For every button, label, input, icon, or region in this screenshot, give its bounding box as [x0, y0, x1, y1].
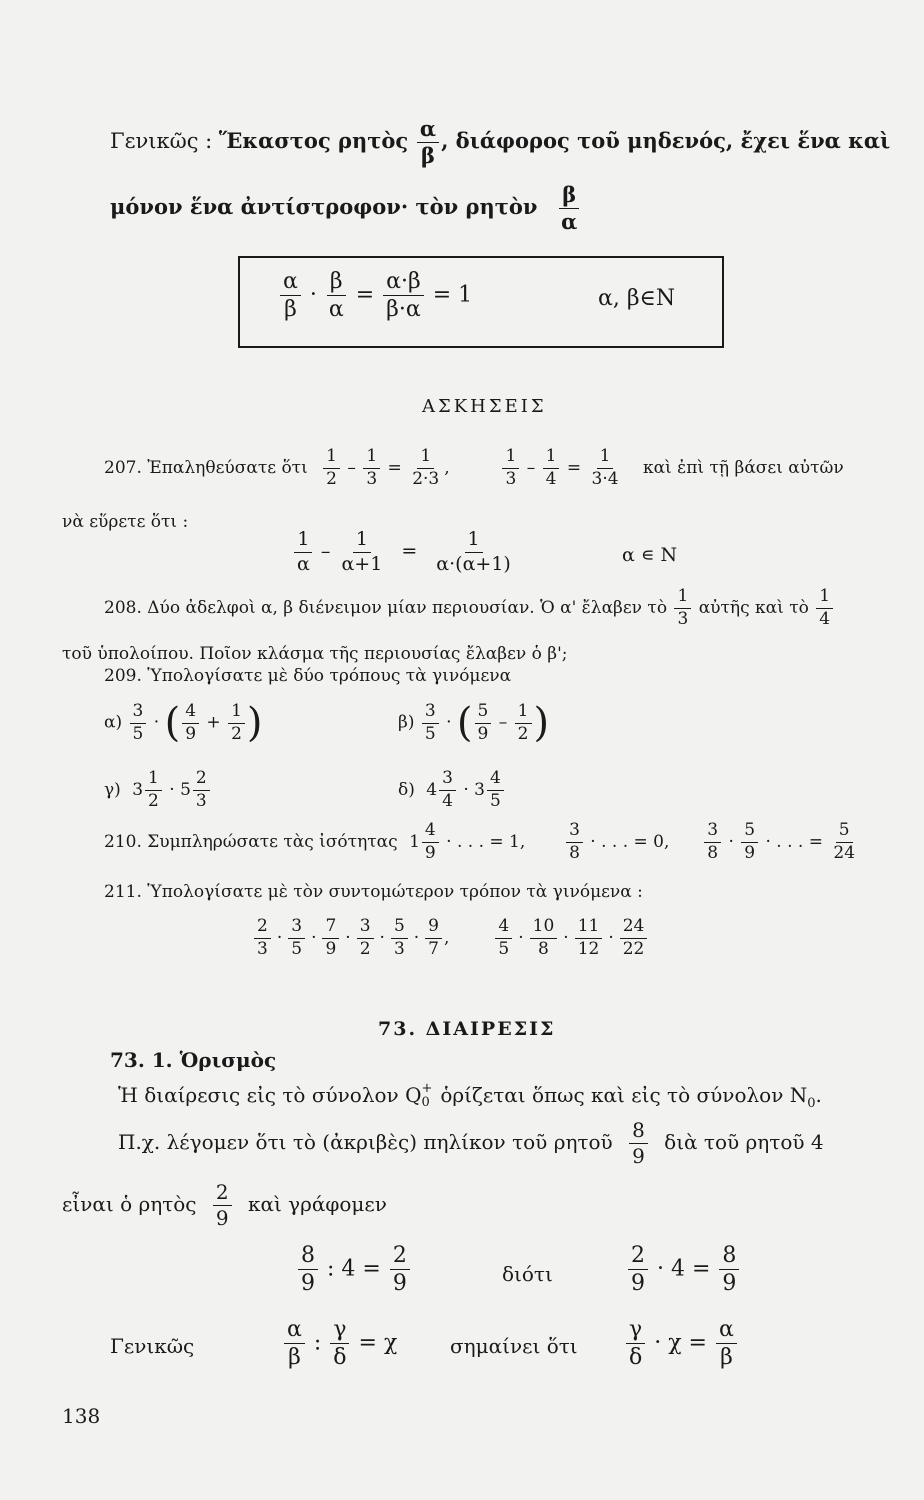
fraction: $\frac{7}{9}$ [322, 918, 339, 959]
times-dot: · [379, 927, 385, 948]
statement-mid-text: , διάφορος τοῦ μηδενός, ἔχει ἕνα καὶ [441, 128, 891, 154]
page-number: 138 [62, 1404, 101, 1428]
section-heading: 73. ΔΙΑΙΡΕΣΙΣ [378, 1018, 556, 1040]
fraction: $\frac{3}{2}$ [357, 918, 374, 959]
formula-box-content [278, 270, 472, 321]
exercise-210: 210. Συμπληρώσατε τὰς ἰσότητας 1 $\frac{4}{9}$ · . . . = 1, $\frac{3}{8}$ · . . . = 0, $\frac{3}{8}$ · $\frac{5}{9}$ · . . . = $\frac{5}{24}$ [104, 820, 856, 863]
fraction-b-over-a: $\frac{\beta}{\alpha}$ [561, 182, 578, 235]
exercise-208-line1: 208. Δύο ἀδελφοὶ α, β διένειμον μίαν περιουσίαν. Ὁ α' ἔλαβεν τὸ $\frac{1}{3}$ αὐτῆς καὶ τὸ $\frac{1}{4}$ [104, 588, 835, 629]
fraction: $\frac{3}{5}$ [288, 918, 305, 959]
exercise-207-tail: καὶ ἐπὶ τῇ βάσει αὐτῶν [642, 457, 844, 478]
fraction: $\frac{5}{3}$ [391, 918, 408, 959]
exercise-209-d: δ) 4 $\frac{3}{4}$ · 3 $\frac{4}{5}$ [398, 770, 506, 811]
formula-dot: · [309, 282, 317, 308]
exercise-209-a: α) $\frac{3}{5}$ · ( $\frac{4}{9}$ + $\frac{1}{2}$ ) [104, 700, 263, 746]
formula-frac-1: $\frac{\alpha}{\beta}$ [280, 270, 301, 321]
exercises-heading: ΑΣΚΗΣΕΙΣ [422, 396, 547, 417]
statement-label: Γενικῶς : [110, 129, 213, 154]
fraction: $\frac{10}{8}$ [530, 918, 558, 959]
general-equation-left: $\frac{\alpha}{\beta}$ : $\frac{\gamma}{\delta}$ = χ [282, 1318, 397, 1369]
fraction: $\frac{24}{22}$ [620, 918, 648, 959]
product-group-1 [252, 916, 444, 959]
general-label: Γενικῶς [110, 1334, 195, 1358]
statement-bold-text: Ἕκαστος ρητὸς [218, 128, 409, 154]
times-dot: · [413, 927, 420, 948]
fraction: $\frac{4}{5}$ [495, 918, 512, 959]
times-dot: · [311, 927, 317, 948]
statement-line2-text: μόνον ἕνα ἀντίστροφον· τὸν ρητὸν [110, 194, 538, 220]
exercise-209-g: γ) 3 $\frac{1}{2}$ · 5 $\frac{2}{3}$ [104, 770, 212, 811]
statement-line-1 [110, 118, 890, 167]
formula-eq: = [355, 282, 375, 308]
means-phrase: σημαίνει ὅτι [450, 1334, 578, 1358]
exercise-210-text: 210. Συμπληρώσατε τὰς ἰσότητας [104, 831, 398, 852]
exercise-207-text: 207. Ἐπαληθεύσατε ὅτι [104, 457, 308, 478]
product-group-2 [493, 916, 649, 959]
fraction-a-over-b: $\frac{\alpha}{\beta}$ [417, 118, 439, 167]
exercise-208-text: 208. Δύο ἀδελφοὶ α, β διένειμον μίαν περιουσίαν. Ὁ α' ἔλαβεν τὸ [104, 597, 668, 618]
formula-frac-3: $\frac{\alpha\cdot\beta}{\beta\cdot\alpha}$ [383, 270, 424, 321]
formula-condition: α, β∈N [598, 286, 676, 311]
exercise-207-line2: νὰ εὕρετε ὅτι : [62, 512, 189, 532]
section-paragraph-3: εἶναι ὁ ρητὸς $\frac{2}{9}$ καὶ γράφομεν [62, 1180, 387, 1230]
comma: , [444, 927, 450, 948]
formula-eq-one: = 1 [432, 282, 473, 308]
times-dot: · [518, 927, 524, 948]
times-dot: · [563, 927, 569, 948]
fraction: $\frac{2}{3}$ [254, 918, 271, 959]
section-paragraph-1: Ἡ διαίρεσις εἰς τὸ σύνολον Q + 0 ὁρίζεται ὅπως καὶ εἰς τὸ σύνολον $N_0$. [118, 1081, 822, 1111]
times-dot: · [345, 927, 351, 948]
example-equation-left: $\frac{8}{9}$ : 4 = $\frac{2}{9}$ [296, 1244, 412, 1295]
times-dot: · [608, 927, 614, 948]
exercise-211-products [252, 918, 649, 959]
exercise-209-text: 209. Ὑπολογίσατε μὲ δύο τρόπους τὰ γινόμενα [104, 666, 512, 686]
because-word: διότι [502, 1262, 553, 1286]
section-paragraph-2: Π.χ. λέγομεν ὅτι τὸ (ἀκριβὲς) πηλίκον τοῦ ρητοῦ $\frac{8}{9}$ διὰ τοῦ ρητοῦ 4 [118, 1118, 824, 1168]
example-equation-right: $\frac{2}{9}$ · 4 = $\frac{8}{9}$ [626, 1244, 741, 1295]
exercise-207-condition: α ∊ N [622, 544, 678, 566]
times-dot: · [276, 927, 283, 948]
exercise-208-line2: τοῦ ὑπολοίπου. Ποῖον κλάσμα τῆς περιουσίας ἔλαβεν ὁ β'; [62, 644, 568, 664]
exercise-207-line1: 207. Ἐπαληθεύσατε ὅτι $\frac{1}{2}$ – $\frac{1}{3}$ = $\frac{1}{2\cdot 3}$ , $\frac{1}{3}$ – $\frac{1}{4}$ = $\frac{1}{3\cdot 4}$ καὶ ἐπὶ τῇ βάσει αὐτῶν [104, 446, 844, 489]
fraction: $\frac{11}{12}$ [575, 918, 603, 959]
exercise-211-text: 211. Ὑπολογίσατε μὲ τὸν συντομώτερον τρόπον τὰ γινόμενα : [104, 882, 643, 902]
statement-line-2 [110, 184, 582, 233]
section-subheading: 73. 1. Ὁρισμὸς [110, 1048, 277, 1072]
general-equation-right: $\frac{\gamma}{\delta}$ · χ = $\frac{\alpha}{\beta}$ [624, 1318, 739, 1369]
fraction: $\frac{9}{7}$ [425, 918, 442, 959]
formula-frac-2: $\frac{\beta}{\alpha}$ [328, 269, 344, 323]
exercise-209-b: β) $\frac{3}{5}$ · ( $\frac{5}{9}$ – $\frac{1}{2}$ ) [398, 700, 550, 746]
exercise-207-equation: $\frac{1}{\alpha}$ – $\frac{1}{\alpha+1}$ = $\frac{1}{\alpha\cdot(\alpha+1)}$ [292, 530, 516, 575]
